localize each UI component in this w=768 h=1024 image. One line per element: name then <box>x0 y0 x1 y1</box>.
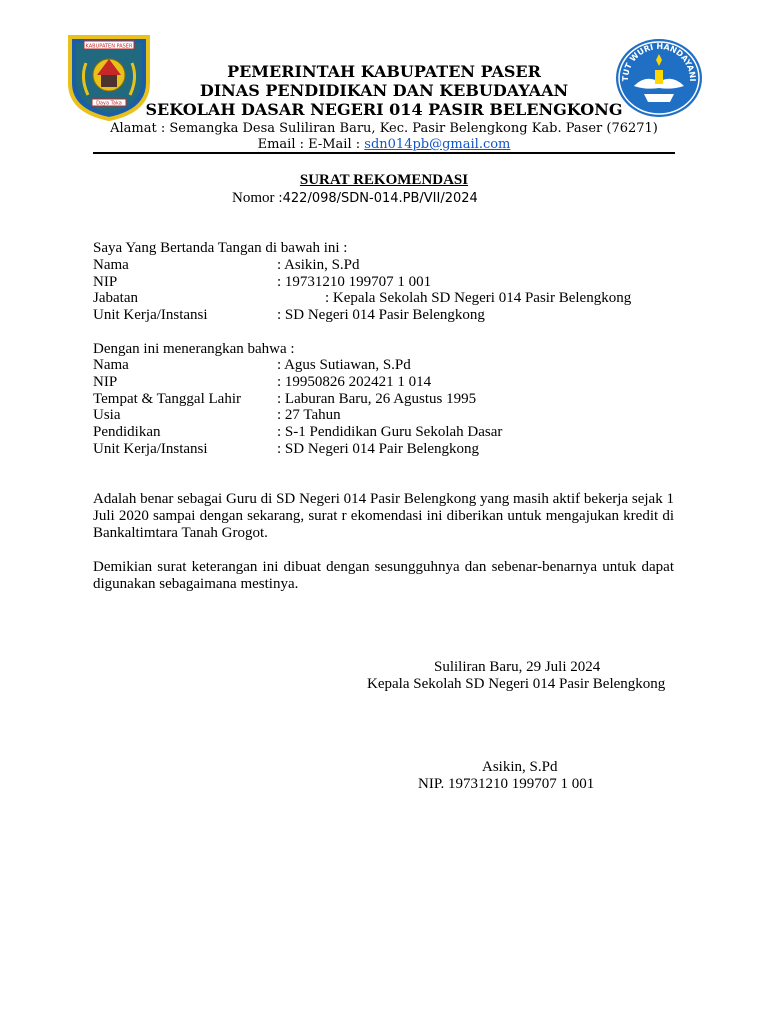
subject-unit-label: Unit Kerja/Instansi <box>93 441 208 457</box>
email-prefix: Email : E-Mail : <box>257 137 365 152</box>
subject-name-label: Nama <box>93 357 129 373</box>
subject-intro: Dengan ini menerangkan bahwa : <box>93 341 295 357</box>
subject-name-value: : Agus Sutiawan, S.Pd <box>277 357 411 373</box>
subject-nip-label: NIP <box>93 374 118 390</box>
letter-number <box>232 190 478 207</box>
subject-nip-value: : 19950826 202421 1 014 <box>277 374 432 390</box>
email-link[interactable]: sdn014pb@gmail.com <box>364 137 511 152</box>
left-logo-top-text: KABUPATEN PASER <box>85 43 133 50</box>
subject-education-value: : S-1 Pendidikan Guru Sekolah Dasar <box>277 424 503 440</box>
signer-nip: NIP. 19731210 199707 1 001 <box>418 776 595 792</box>
closing-paragraph: Demikian surat keterangan ini dibuat dengan sesungguhnya dan sebenar-benarnya untuk dapat digunakan sebagaimana mestinya. <box>93 559 674 592</box>
left-logo-bottom-text: Daya Taka <box>96 100 122 107</box>
header-email-line <box>0 137 768 152</box>
place-date: Suliliran Baru, 29 Juli 2024 <box>434 659 601 675</box>
header-address: Alamat : Semangka Desa Suliliran Baru, Kec. Pasir Belengkong Kab. Paser (76271) <box>110 121 658 136</box>
header-department: DINAS PENDIDIKAN DAN KEBUDAYAAN <box>199 81 569 100</box>
letter-title: SURAT REKOMENDASI <box>299 172 469 188</box>
statement-paragraph: Adalah benar sebagai Guru di SD Negeri 014 Pasir Belengkong yang masih aktif bekerja sejak 1 Juli 2020 sampai dengan sekarang, surat r ekomendasi ini diberikan untuk mengajukan kredit di Bankaltimtara Tanah Grogot. <box>93 491 674 541</box>
signer-name: Asikin, S.Pd <box>482 759 558 775</box>
subject-birth-label: Tempat & Tanggal Lahir <box>93 391 241 407</box>
subject-age-label: Usia <box>93 407 121 423</box>
header-school: SEKOLAH DASAR NEGERI 014 PASIR BELENGKONG <box>145 100 623 119</box>
header-divider <box>93 152 675 154</box>
subject-age-value: : 27 Tahun <box>277 407 341 423</box>
nomor-value: :422/098/SDN-014.PB/VII/2024 <box>278 191 478 206</box>
signer-name-value: : Asikin, S.Pd <box>277 257 360 273</box>
right-logo-arc-text: TUT WURI HANDAYANI <box>620 41 698 82</box>
signer-position-value: : Kepala Sekolah SD Negeri 014 Pasir Belengkong <box>325 290 632 306</box>
signer-nip-label: NIP <box>93 274 118 290</box>
subject-education-label: Pendidikan <box>93 424 161 440</box>
subject-birth-value: : Laburan Baru, 26 Agustus 1995 <box>277 391 477 407</box>
signer-name-label: Nama <box>93 257 129 273</box>
nomor-label: Nomor <box>232 190 275 206</box>
signer-position-label: Jabatan <box>93 290 138 306</box>
signer-position: Kepala Sekolah SD Negeri 014 Pasir Belengkong <box>367 676 666 692</box>
subject-unit-value: : SD Negeri 014 Pair Belengkong <box>277 441 480 457</box>
signer-intro: Saya Yang Bertanda Tangan di bawah ini : <box>93 240 348 256</box>
signer-unit-value: : SD Negeri 014 Pasir Belengkong <box>277 307 485 323</box>
signer-unit-label: Unit Kerja/Instansi <box>93 307 208 323</box>
header-government: PEMERINTAH KABUPATEN PASER <box>227 62 541 81</box>
signer-nip-value: : 19731210 199707 1 001 <box>277 274 432 290</box>
